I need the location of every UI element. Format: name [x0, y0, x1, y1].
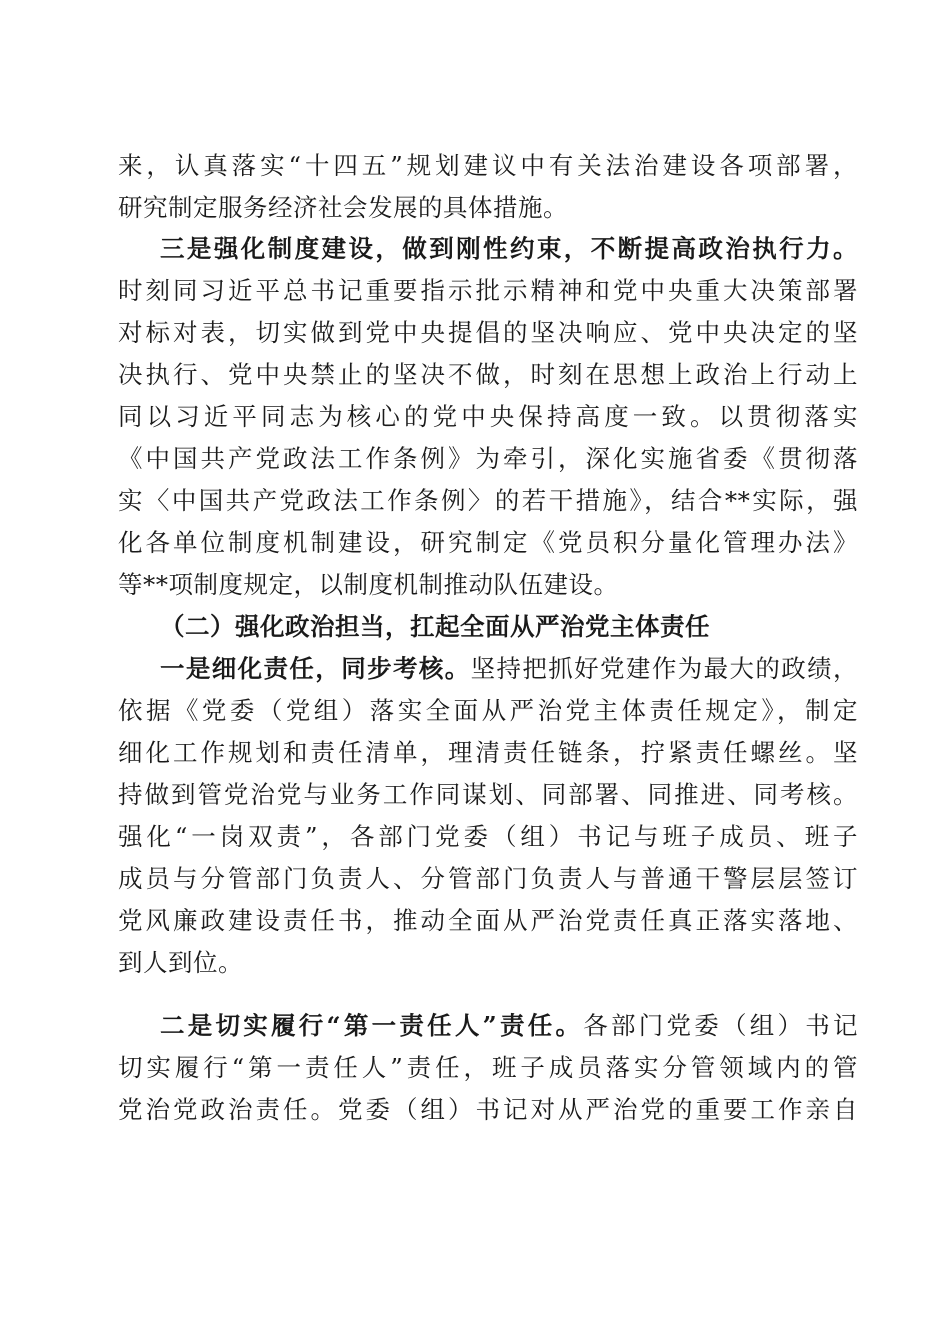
text-line: 对标对表，切实做到党中央提倡的坚决响应、党中央决定的坚 — [118, 318, 858, 347]
section-heading: （二）强化政治担当，扛起全面从严治党主体责任 — [160, 612, 710, 641]
text-line: 《中国共产党政法工作条例》为牵引，深化实施省委《贯彻落 — [118, 444, 858, 473]
text-line: 细化工作规划和责任清单，理清责任链条，拧紧责任螺丝。坚 — [118, 738, 858, 767]
paragraph-lead-heading: 二是切实履行“第一责任人”责任。 — [160, 1011, 584, 1040]
text-line: 等**项制度规定，以制度机制推动队伍建设。 — [118, 570, 619, 599]
paragraph-first-line — [160, 649, 858, 689]
text-line: 强化“一岗双责”，各部门党委（组）书记与班子成员、班子 — [118, 822, 858, 851]
text-line: 同以习近平同志为核心的党中央保持高度一致。以贯彻落实 — [118, 402, 858, 431]
paragraph-lead-rest: 各部门党委（组）书记 — [583, 1011, 859, 1040]
text-line: 研究制定服务经济社会发展的具体措施。 — [118, 193, 568, 222]
text-line: 持做到管党治党与业务工作同谋划、同部署、同推进、同考核。 — [118, 780, 858, 809]
text-line: 决执行、党中央禁止的坚决不做，时刻在思想上政治上行动上 — [118, 360, 858, 389]
text-line: 成员与分管部门负责人、分管部门负责人与普通干警层层签订 — [118, 864, 858, 893]
text-line: 切实履行“第一责任人”责任，班子成员落实分管领域内的管 — [118, 1053, 858, 1082]
text-line: 实〈中国共产党政法工作条例〉的若干措施》，结合**实际，强 — [118, 486, 858, 515]
paragraph-lead-rest: 坚持把抓好党建作为最大的政绩， — [470, 654, 859, 683]
paragraph-first-line — [160, 1006, 858, 1046]
paragraph-lead-heading: 一是细化责任，同步考核。 — [160, 654, 471, 683]
text-line: 党风廉政建设责任书，推动全面从严治党责任真正落实落地、 — [118, 906, 858, 935]
text-line: 党治党政治责任。党委（组）书记对从严治党的重要工作亲自 — [118, 1095, 858, 1124]
paragraph-lead-heading: 三是强化制度建设，做到刚性约束，不断提高政治执行力。 — [160, 234, 858, 263]
text-line: 时刻同习近平总书记重要指示批示精神和党中央重大决策部署 — [118, 276, 858, 305]
text-line: 到人到位。 — [118, 948, 243, 977]
text-line: 化各单位制度机制建设，研究制定《党员积分量化管理办法》 — [118, 528, 858, 557]
text-line: 来，认真落实“十四五”规划建议中有关法治建设各项部署， — [118, 151, 858, 180]
text-line: 依据《党委（党组）落实全面从严治党主体责任规定》，制定 — [118, 696, 858, 725]
